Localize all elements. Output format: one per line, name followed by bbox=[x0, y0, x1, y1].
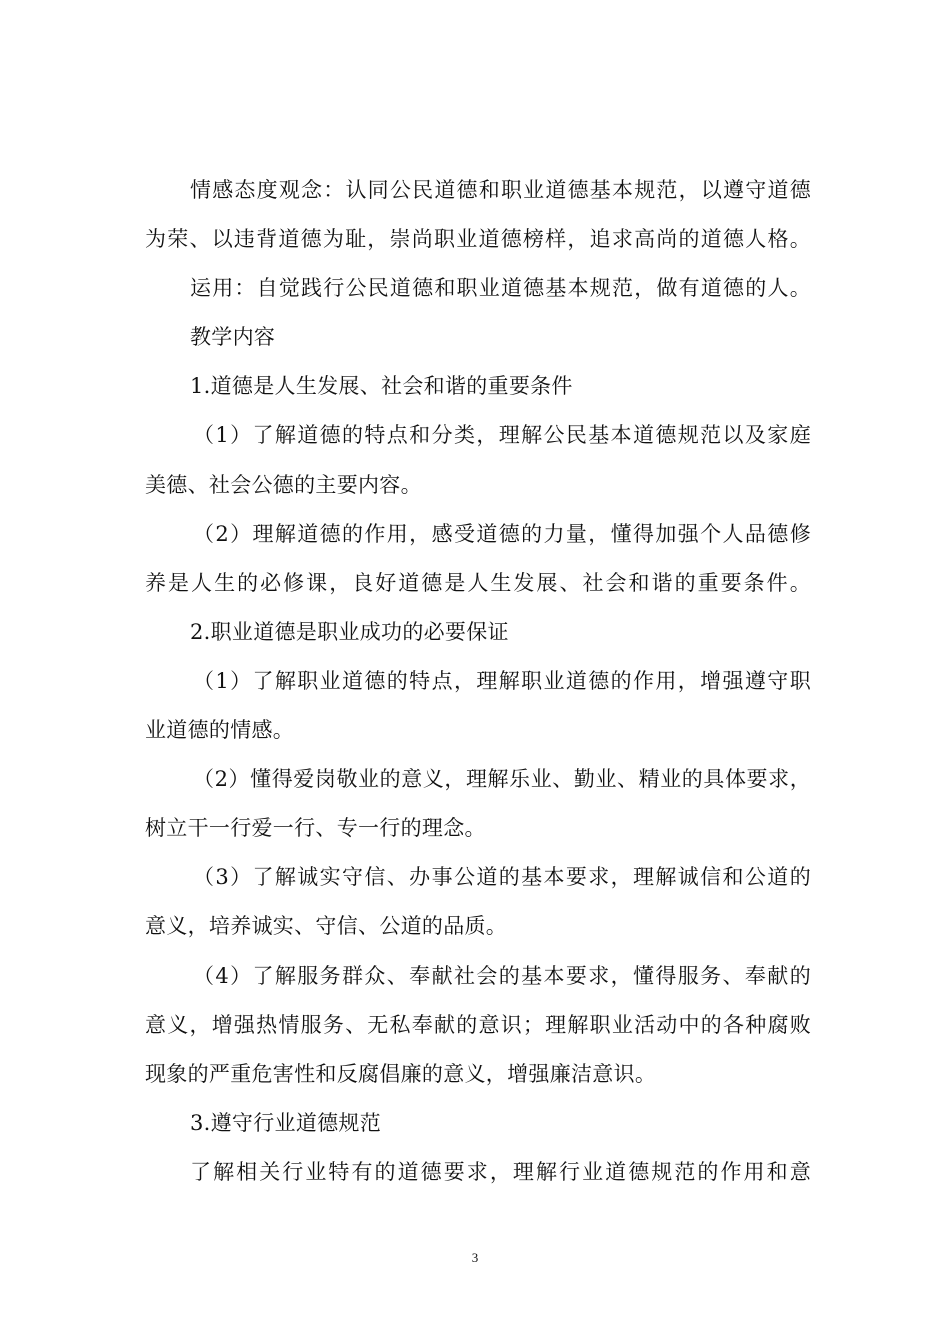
paragraph-line: 业道德的情感。 bbox=[145, 718, 295, 743]
section-heading: 教学内容 bbox=[190, 325, 276, 350]
paragraph-line: 树立干一行爱一行、专一行的理念。 bbox=[145, 816, 486, 841]
paragraph-line: （1）了解职业道德的特点，理解职业道德的作用，增强遵守职 bbox=[193, 668, 811, 693]
section-heading: 2.职业道德是职业成功的必要保证 bbox=[190, 619, 509, 644]
paragraph-line: 情感态度观念：认同公民道德和职业道德基本规范，以遵守道德 bbox=[190, 178, 811, 202]
section-heading: 1.道德是人生发展、社会和谐的重要条件 bbox=[190, 374, 573, 399]
paragraph-line: 了解相关行业特有的道德要求，理解行业道德规范的作用和意 bbox=[190, 1159, 811, 1184]
paragraph-line: （2）懂得爱岗敬业的意义，理解乐业、勤业、精业的具体要求， bbox=[193, 767, 811, 792]
paragraph-line: 美德、社会公德的主要内容。 bbox=[145, 472, 422, 497]
paragraph-line: 运用：自觉践行公民道德和职业道德基本规范，做有道德的人。 bbox=[190, 276, 811, 301]
paragraph-line: （2）理解道德的作用，感受道德的力量，懂得加强个人品德修 bbox=[193, 521, 811, 546]
document-body bbox=[145, 166, 811, 1197]
paragraph-line: （4）了解服务群众、奉献社会的基本要求，懂得服务、奉献的 bbox=[193, 963, 811, 988]
paragraph-line: （1）了解道德的特点和分类，理解公民基本道德规范以及家庭 bbox=[193, 423, 811, 448]
paragraph-line: （3）了解诚实守信、办事公道的基本要求，理解诚信和公道的 bbox=[193, 865, 811, 890]
paragraph-line: 现象的严重危害性和反腐倡廉的意义，增强廉洁意识。 bbox=[145, 1061, 657, 1086]
page-number: 3 bbox=[471, 1250, 479, 1265]
paragraph-line: 意义，培养诚实、守信、公道的品质。 bbox=[145, 914, 508, 939]
paragraph-line: 意义，增强热情服务、无私奉献的意识；理解职业活动中的各种腐败 bbox=[145, 1012, 811, 1037]
paragraph-line: 为荣、以违背道德为耻，崇尚职业道德榜样，追求高尚的道德人格。 bbox=[145, 227, 811, 252]
paragraph-line: 养是人生的必修课，良好道德是人生发展、社会和谐的重要条件。 bbox=[145, 570, 811, 595]
section-heading: 3.遵守行业道德规范 bbox=[190, 1110, 382, 1135]
